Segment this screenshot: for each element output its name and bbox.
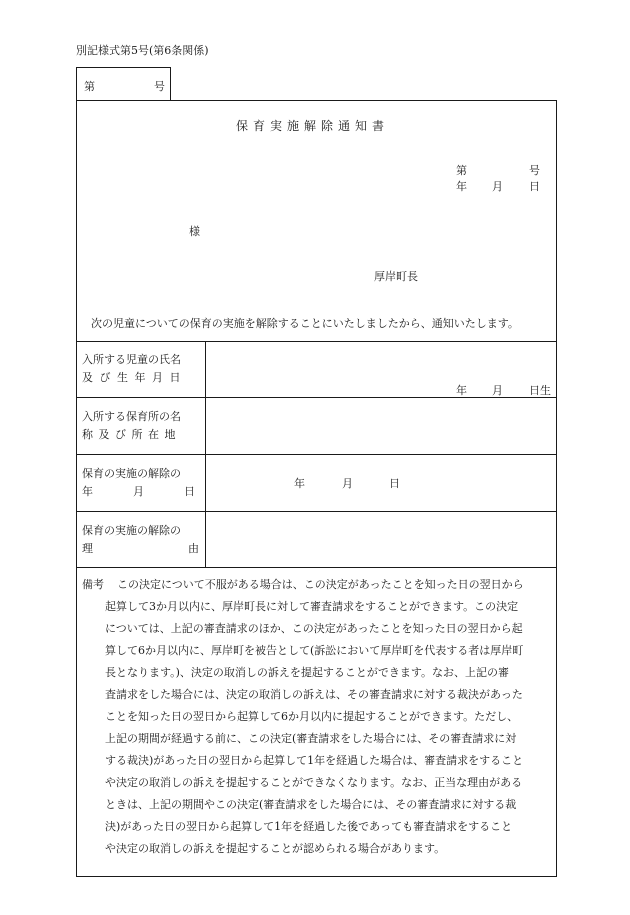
remarks-line: 査請求をした場合には、決定の取消しの訴えは、その審査請求に対する裁決があった xyxy=(105,688,523,701)
number-box-left-border xyxy=(76,67,77,100)
table-top-border xyxy=(76,341,557,342)
facility-label-line2: 称及び所在地 xyxy=(82,428,181,441)
number-box-go: 号 xyxy=(154,80,165,93)
form-label: 別記様式第5号(第6条関係) xyxy=(76,44,209,57)
number-box-top-border xyxy=(76,67,170,68)
remarks-heading: 備考 xyxy=(82,578,104,591)
number-box-dai: 第 xyxy=(84,80,95,93)
remarks-line: や決定の取消しの訴えを提起することができなくなります。なお、正当な理由がある xyxy=(105,776,523,789)
frame-right-border xyxy=(556,100,557,877)
issue-hi: 日 xyxy=(529,180,540,193)
child-birth-nen: 年 xyxy=(456,384,467,397)
facility-label-line1: 入所する保育所の名 xyxy=(82,410,181,423)
remarks-line: 上記の期間が経過する前に、この決定(審査請求をした場合には、その審査請求に対 xyxy=(105,732,517,745)
table-bottom-border xyxy=(76,567,557,568)
remarks-line: する裁決)があった日の翌日から起算して1年を経過した場合は、審査請求をすること xyxy=(105,754,524,767)
remarks-line: 算して6か月以内に、厚岸町を被告として(訴訟において厚岸町を代表する者は厚岸町 xyxy=(105,644,524,657)
issue-go: 号 xyxy=(529,164,540,177)
remarks-line: 長となります。)、決定の取消しの訴えを提起することができます。なお、上記の審 xyxy=(105,666,510,679)
child-label-line2: 及び生年月日 xyxy=(82,371,187,384)
release-nen: 年 xyxy=(294,477,305,490)
child-birth-tsuki: 月 xyxy=(492,384,503,397)
issue-dai: 第 xyxy=(456,164,467,177)
table-row-divider xyxy=(76,511,557,512)
document-title: 保育実施解除通知書 xyxy=(236,119,390,133)
number-box-right-border xyxy=(170,67,171,100)
release-tsuki: 月 xyxy=(342,477,353,490)
reason-label-line2: 理由 xyxy=(82,542,294,555)
child-label-line1: 入所する児童の氏名 xyxy=(82,353,181,366)
issue-nen: 年 xyxy=(456,180,467,193)
date-label-line2: 年月日 xyxy=(82,485,235,498)
child-birth-hi-sei: 日生 xyxy=(529,384,551,397)
frame-top-border xyxy=(76,100,557,101)
remarks-line: については、上記の審査請求のほか、この決定があったことを知った日の翌日から起 xyxy=(105,622,523,635)
remarks-line: ときは、上記の期間やこの決定(審査請求をした場合には、その審査請求に対する裁 xyxy=(105,798,517,811)
issuer: 厚岸町長 xyxy=(374,270,418,283)
table-label-divider xyxy=(205,341,206,568)
issue-tsuki: 月 xyxy=(492,180,503,193)
frame-bottom-border xyxy=(76,876,557,877)
release-hi: 日 xyxy=(389,477,400,490)
date-label-line1: 保育の実施の解除の xyxy=(82,467,181,480)
intro-text: 次の児童についての保育の実施を解除することにいたしましたから、通知いたします。 xyxy=(91,317,519,330)
remarks-line: や決定の取消しの訴えを提起することが認められる場合があります。 xyxy=(105,842,446,855)
remarks-line: ことを知った日の翌日から起算して6か月以内に提起することができます。ただし、 xyxy=(105,710,519,723)
remarks-line: 決)があった日の翌日から起算して1年を経過した後であっても審査請求をすること xyxy=(105,820,513,833)
table-row-divider xyxy=(76,397,557,398)
table-row-divider xyxy=(76,454,557,455)
addressee-suffix: 様 xyxy=(189,225,200,238)
reason-label-line1: 保育の実施の解除の xyxy=(82,524,181,537)
frame-left-border xyxy=(76,100,77,877)
remarks-line: この決定について不服がある場合は、この決定があったことを知った日の翌日から xyxy=(117,578,524,591)
remarks-line: 起算して3か月以内に、厚岸町長に対して審査請求をすることができます。この決定 xyxy=(105,600,519,613)
